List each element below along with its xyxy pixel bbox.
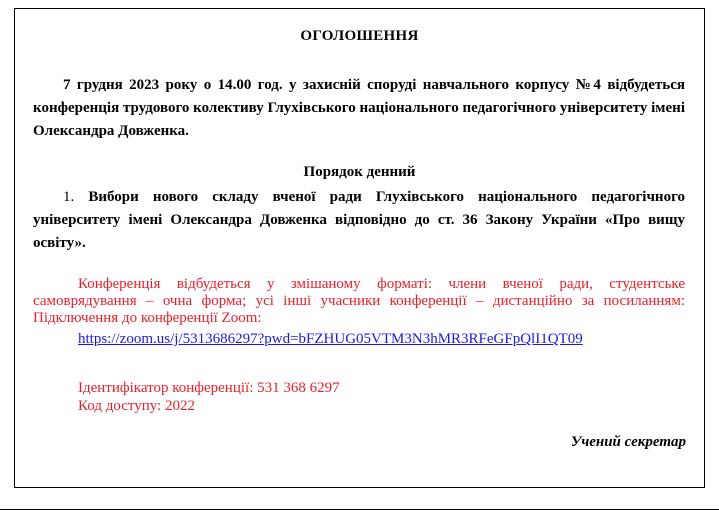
meeting-id: Ідентифікатор конференції: 531 368 6297: [78, 380, 340, 396]
zoom-link[interactable]: https://zoom.us/j/5313686297?pwd=bFZHUG05VTM3N3hMR3RFeGFpQlI1QT09: [78, 331, 583, 347]
bottom-divider: [0, 509, 719, 510]
format-note: Конференція відбудеться у змішаному форматі: члени вченої ради, студентське самоврядування – очна форма; усі інші учасники конференції – дистанційно за посиланням: Підключення до конференції Zoom:: [33, 276, 685, 326]
agenda-item-text: Вибори нового складу вченої ради Глухівського національного педагогічного університету імені Олександра Довженка відповідно до ст. 36 Закону України «Про вищу освіту».: [33, 189, 686, 251]
announcement-text: 7 грудня 2023 року о 14.00 год. у захисній споруді навчального корпусу №4 відбудеться конференція трудового колективу Глухівського національного педагогічного університету імені Олександра Довженка.: [33, 77, 685, 139]
access-code: Код доступу: 2022: [78, 398, 195, 414]
agenda-item-number: 1.: [63, 189, 75, 205]
agenda-item: [33, 186, 685, 255]
agenda-title: Порядок денний: [303, 164, 416, 180]
document-title: ОГОЛОШЕННЯ: [300, 28, 419, 44]
signature: Учений секретар: [570, 434, 686, 450]
